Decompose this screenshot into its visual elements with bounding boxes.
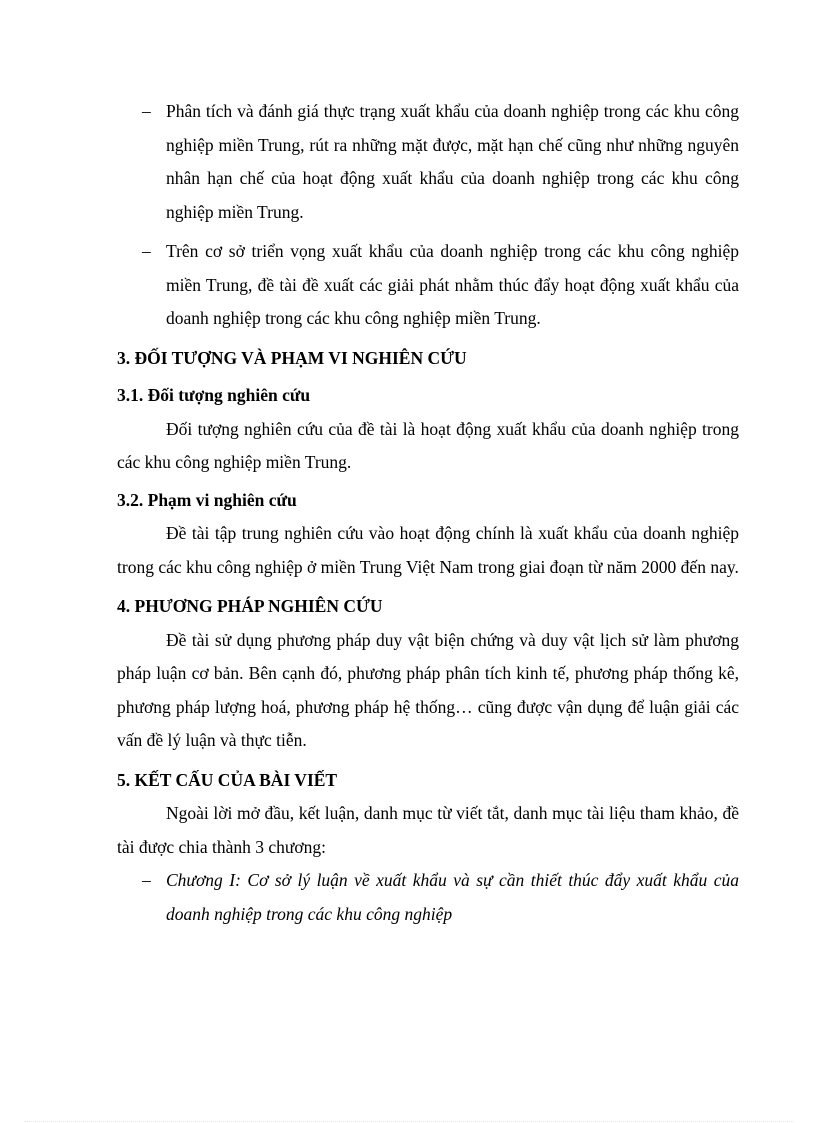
section-3-1-paragraph: Đối tượng nghiên cứu của đề tài là hoạt động xuất khẩu của doanh nghiệp trong các khu công nghiệp miền Trung.: [117, 418, 739, 472]
bullet-text: Trên cơ sở triển vọng xuất khẩu của doanh nghiệp trong các khu công nghiệp miền Trung, đề tài đề xuất các giải phát nhằm thúc đẩy hoạt động xuất khẩu của doanh nghiệp trong các khu công nghiệp miền Trung.: [166, 241, 739, 328]
chapter-text: Chương I: Cơ sở lý luận về xuất khẩu và sự cần thiết thúc đẩy xuất khẩu của doanh nghiệp trong các khu công nghiệp: [166, 870, 739, 924]
dash-marker: –: [142, 101, 151, 121]
dash-marker: –: [142, 241, 151, 261]
bullet-item: [117, 235, 739, 336]
section-4-paragraph: Đề tài sử dụng phương pháp duy vật biện chứng và duy vật lịch sử làm phương pháp luận cơ bản. Bên cạnh đó, phương pháp phân tích kinh tế, phương pháp thống kê, phương pháp lượng hoá, phương pháp hệ thống… cũng được vận dụng để luận giải các vấn đề lý luận và thực tiễn.: [117, 629, 739, 750]
dash-marker: –: [142, 870, 151, 890]
section-3-1-heading: 3.1. Đối tượng nghiên cứu: [117, 385, 311, 405]
chapter-list-item: [117, 864, 739, 931]
section-4-heading: 4. PHƯƠNG PHÁP NGHIÊN CỨU: [117, 596, 383, 616]
section-3-heading: 3. ĐỐI TƯỢNG VÀ PHẠM VI NGHIÊN CỨU: [117, 347, 467, 368]
page-bottom-divider: [24, 1121, 794, 1122]
section-5-paragraph: Ngoài lời mở đầu, kết luận, danh mục từ viết tắt, danh mục tài liệu tham khảo, đề tài được chia thành 3 chương:: [117, 803, 739, 857]
document-page: [117, 95, 739, 937]
section-3-2-paragraph: Đề tài tập trung nghiên cứu vào hoạt động chính là xuất khẩu của doanh nghiệp trong các khu công nghiệp ở miền Trung Việt Nam trong giai đoạn từ năm 2000 đến nay.: [117, 523, 739, 577]
section-5-heading: 5. KẾT CẤU CỦA BÀI VIẾT: [117, 769, 338, 790]
bullet-item: [117, 95, 739, 229]
section-3-2-heading: 3.2. Phạm vi nghiên cứu: [117, 489, 297, 510]
bullet-text: Phân tích và đánh giá thực trạng xuất khẩu của doanh nghiệp trong các khu công nghiệp miền Trung, rút ra những mặt được, mặt hạn chế cũng như những nguyên nhân hạn chế của hoạt động xuất khẩu của doanh nghiệp trong các khu công nghiệp miền Trung.: [166, 101, 739, 222]
